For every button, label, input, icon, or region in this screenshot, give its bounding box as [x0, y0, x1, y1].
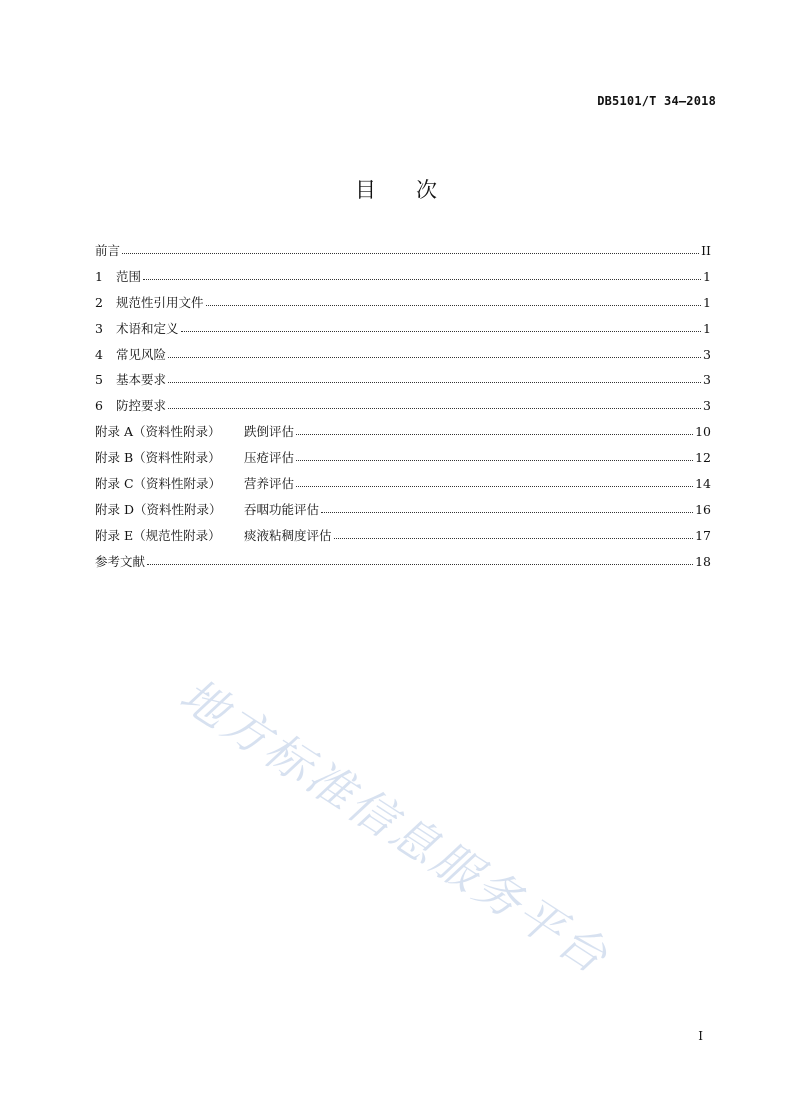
toc-entry-page: 12 [695, 450, 711, 466]
toc-entry-appendix-d[interactable] [95, 497, 711, 523]
toc-entry-page: 18 [695, 553, 711, 569]
dot-leader [168, 408, 701, 409]
toc-entry-appendix-label: 附录 E（规范性附录） [95, 527, 221, 543]
toc-entry-label: 跌倒评估 [244, 424, 295, 440]
toc-entry-label: 范围 [116, 268, 142, 284]
toc-entry-page: 1 [703, 268, 711, 284]
toc-list [95, 238, 711, 575]
toc-entry-number: 5 [95, 372, 103, 388]
toc-entry-label: 参考文献 [95, 553, 146, 569]
dot-leader [168, 382, 701, 383]
toc-entry-appendix-label: 附录 B（资料性附录） [95, 450, 221, 466]
toc-entry-label: 规范性引用文件 [116, 294, 204, 310]
toc-entry-page: 1 [703, 294, 711, 310]
toc-entry-references[interactable] [95, 549, 711, 575]
dot-leader [334, 538, 694, 539]
toc-entry-number: 4 [95, 346, 103, 362]
toc-entry-foreword[interactable] [95, 238, 711, 264]
toc-entry-label: 术语和定义 [116, 320, 179, 336]
toc-entry-label: 吞咽功能评估 [244, 501, 320, 517]
toc-entry-terms-definitions[interactable] [95, 316, 711, 342]
dot-leader [321, 512, 693, 513]
toc-entry-prevention-requirements[interactable] [95, 393, 711, 419]
toc-entry-label: 痰液粘稠度评估 [244, 527, 332, 543]
toc-entry-page: 3 [703, 398, 711, 414]
dot-leader [122, 253, 699, 254]
toc-entry-page: 16 [695, 501, 711, 517]
dot-leader [143, 279, 701, 280]
toc-entry-appendix-b[interactable] [95, 445, 711, 471]
dot-leader [296, 460, 693, 461]
dot-leader [147, 564, 693, 565]
toc-entry-common-risks[interactable] [95, 342, 711, 368]
toc-entry-appendix-label: 附录 C（资料性附录） [95, 476, 222, 492]
toc-entry-page: 10 [695, 424, 711, 440]
toc-entry-appendix-label: 附录 A（资料性附录） [95, 424, 221, 440]
toc-entry-appendix-e[interactable] [95, 523, 711, 549]
toc-entry-appendix-a[interactable] [95, 419, 711, 445]
toc-entry-page: 14 [695, 476, 711, 492]
toc-entry-page: 17 [695, 527, 711, 543]
toc-entry-page: II [701, 243, 711, 258]
toc-entry-label: 常见风险 [116, 346, 167, 362]
document-code: DB5101/T 34—2018 [597, 94, 716, 108]
dot-leader [168, 357, 701, 358]
toc-entry-appendix-c[interactable] [95, 471, 711, 497]
toc-entry-number: 2 [95, 294, 103, 310]
toc-entry-page: 1 [703, 320, 711, 336]
toc-entry-page: 3 [703, 346, 711, 362]
dot-leader [296, 434, 693, 435]
watermark: 地方标准信息服务平台 [170, 667, 620, 986]
toc-entry-label: 营养评估 [244, 476, 295, 492]
dot-leader [181, 331, 702, 332]
toc-entry-scope[interactable] [95, 264, 711, 290]
toc-entry-normative-references[interactable] [95, 290, 711, 316]
dot-leader [296, 486, 693, 487]
page-number: I [698, 1029, 703, 1043]
toc-entry-number: 3 [95, 320, 103, 336]
toc-entry-label: 前言 [95, 243, 121, 258]
toc-entry-basic-requirements[interactable] [95, 367, 711, 393]
toc-entry-number: 1 [95, 268, 103, 284]
toc-entry-number: 6 [95, 398, 103, 414]
toc-entry-label: 防控要求 [116, 398, 167, 414]
dot-leader [206, 305, 702, 306]
toc-title: 目次 [355, 178, 477, 202]
toc-entry-label: 压疮评估 [244, 450, 295, 466]
toc-entry-appendix-label: 附录 D（资料性附录） [95, 501, 222, 517]
toc-entry-label: 基本要求 [116, 372, 167, 388]
toc-entry-page: 3 [703, 372, 711, 388]
